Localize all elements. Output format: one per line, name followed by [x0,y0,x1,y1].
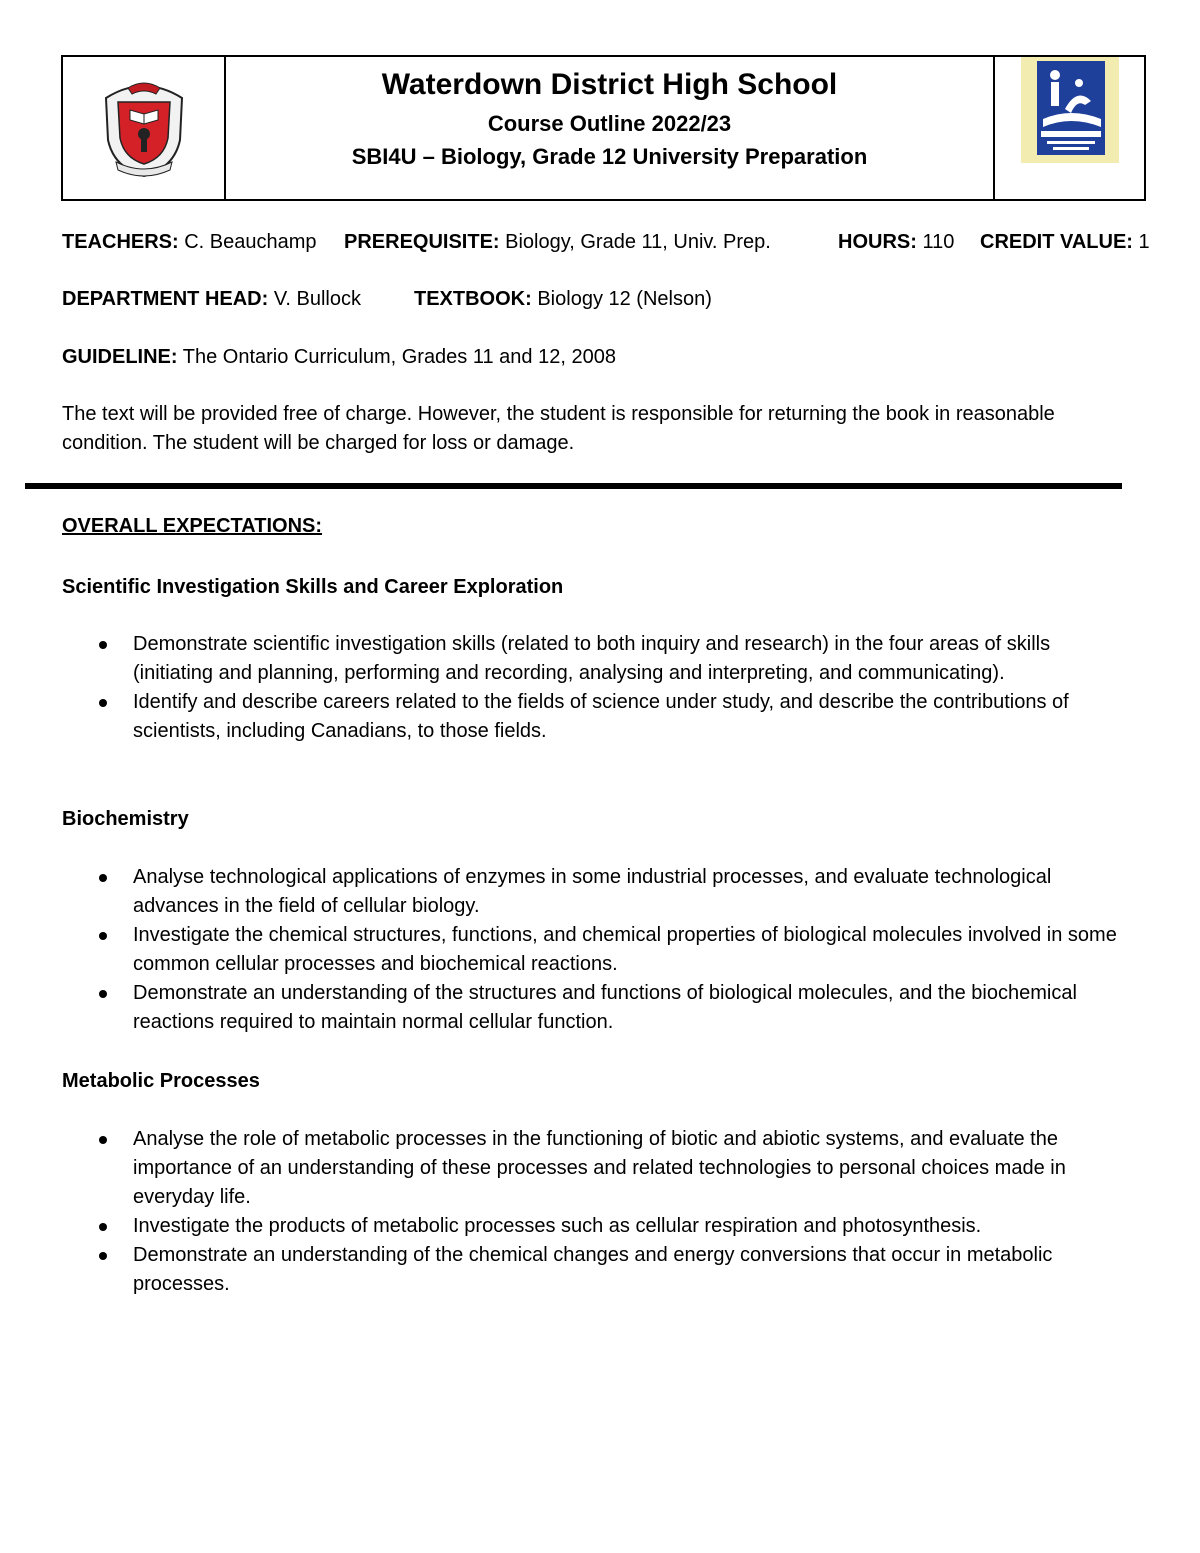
list-item-text: Demonstrate an understanding of the chemical changes and energy conversions that occur in metabolic processes. [133,1244,1053,1295]
bullet-icon [99,990,107,998]
meta-credit [980,229,1150,255]
list-item [62,1241,1132,1299]
teachers-label: TEACHERS: [62,231,179,253]
list-item [62,979,1132,1037]
guideline-value: The Ontario Curriculum, Grades 11 and 12, 2008 [182,346,616,368]
section-title-scientific-investigation: Scientific Investigation Skills and Career Exploration [62,576,564,598]
meta-hours [838,229,954,255]
credit-value: 1 [1138,231,1150,253]
board-logo-cell [993,57,1144,199]
school-board-logo [1021,57,1119,163]
bullet-icon [99,699,107,707]
list-item-text: Analyse the role of metabolic processes in the functioning of biotic and abiotic systems, and evaluate the importance of an understanding of these processes and related technologies to personal choices made in everyday life. [133,1128,1066,1208]
dept-head-value: V. Bullock [273,288,361,310]
textbook-label: TEXTBOOK: [414,288,532,310]
meta-guideline [62,344,616,370]
metabolic-processes-list [62,1125,1132,1299]
list-item-text: Investigate the products of metabolic processes such as cellular respiration and photosynthesis. [133,1215,982,1237]
overall-expectations-heading: OVERALL EXPECTATIONS: [62,515,323,537]
bullet-icon [99,1252,107,1260]
bullet-icon [99,874,107,882]
bullet-icon [99,641,107,649]
scientific-investigation-list [62,630,1132,746]
list-item [62,1212,1132,1241]
list-item [62,630,1132,688]
list-item [62,863,1132,921]
dept-head-label: DEPARTMENT HEAD: [62,288,269,310]
meta-prerequisite [344,229,771,255]
section-title-metabolic-processes: Metabolic Processes [62,1070,260,1092]
list-item [62,1125,1132,1212]
teachers-value: C. Beauchamp [184,231,317,253]
meta-dept-head [62,286,361,312]
bullet-icon [99,1223,107,1231]
bullet-icon [99,932,107,940]
textbook-note: The text will be provided free of charge. However, the student is responsible for returning the book in reasonable condition. The student will be charged for loss or damage. [62,403,1055,454]
list-item-text: Analyse technological applications of enzymes in some industrial processes, and evaluate technological advances in the field of cellular biology. [133,866,1052,917]
section-divider [25,483,1122,489]
credit-label: CREDIT VALUE: [980,231,1133,253]
guideline-label: GUIDELINE: [62,346,178,368]
meta-textbook [414,286,712,312]
list-item-text: Demonstrate scientific investigation skills (related to both inquiry and research) in the four areas of skills (initiating and planning, performing and recording, analysing and interpreting, and communicating). [133,633,1051,684]
biochemistry-list [62,863,1132,1037]
school-crest-logo [94,76,194,180]
section-title-biochemistry: Biochemistry [62,808,189,830]
textbook-value: Biology 12 (Nelson) [537,288,712,310]
school-crest-cell [63,57,226,199]
header-table [61,55,1146,201]
list-item-text: Investigate the chemical structures, functions, and chemical properties of biological molecules involved in some common cellular processes and biochemical reactions. [133,924,1117,975]
list-item-text: Demonstrate an understanding of the structures and functions of biological molecules, and the biochemical reactions required to maintain normal cellular function. [133,982,1077,1033]
bullet-icon [99,1136,107,1144]
list-item-text: Identify and describe careers related to the fields of science under study, and describe the contributions of scientists, including Canadians, to those fields. [133,691,1069,742]
list-item [62,921,1132,979]
course-code-title: SBI4U – Biology, Grade 12 University Preparation [351,144,868,169]
list-item [62,688,1132,746]
prerequisite-value: Biology, Grade 11, Univ. Prep. [505,231,771,253]
course-outline-year: Course Outline 2022/23 [487,111,732,136]
hours-label: HOURS: [838,231,917,253]
hours-value: 110 [922,231,955,253]
meta-teachers-line [62,229,317,255]
prerequisite-label: PREREQUISITE: [344,231,500,253]
school-name: Waterdown District High School [381,68,838,101]
title-cell [226,57,993,199]
